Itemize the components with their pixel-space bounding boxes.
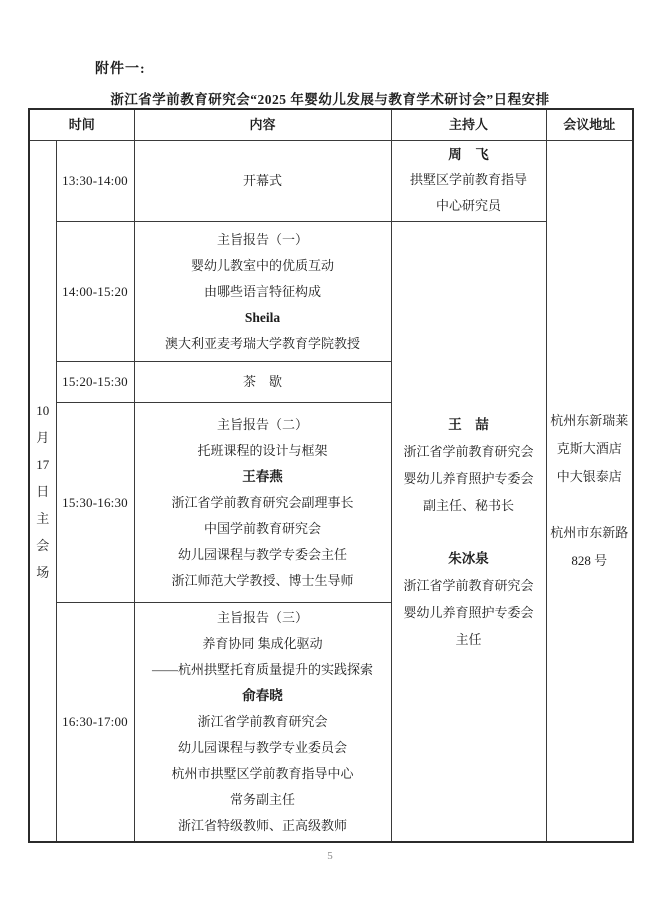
time-cell: 14:00-15:20 [56, 222, 134, 362]
content-line: 主旨报告（一） [217, 231, 309, 247]
content-line: 主旨报告（二） [217, 416, 309, 432]
host-title-line: 拱墅区学前教育指导 [410, 172, 528, 187]
table-header-row [29, 109, 633, 141]
host-cell-merged [391, 222, 546, 843]
col-header-venue: 会议地址 [546, 109, 633, 141]
venue-cell [546, 141, 633, 843]
venue-line: 杭州东新瑞莱 [550, 413, 629, 428]
date-char: 17 [36, 456, 50, 472]
content-line: 幼儿园课程与教学专委会主任 [178, 546, 348, 562]
content-cell [134, 403, 391, 603]
time-cell: 16:30-17:00 [56, 603, 134, 843]
date-char: 会 [36, 537, 50, 553]
content-line: 养育协同 集成化驱动 [202, 636, 323, 651]
speaker-name: 俞春晓 [242, 688, 283, 703]
speaker-name: 王春燕 [242, 468, 283, 484]
time-cell: 15:20-15:30 [56, 362, 134, 403]
page-number: 5 [327, 850, 333, 862]
content-line: 主旨报告（三） [217, 610, 309, 625]
content-line: 托班课程的设计与框架 [197, 442, 328, 458]
content-line: 浙江省特级教师、正高级教师 [178, 818, 348, 833]
venue-line: 克斯大酒店 [556, 441, 622, 456]
content-line: 开幕式 [243, 173, 283, 188]
content-line: 浙江省学前教育研究会 [197, 714, 328, 729]
content-cell [134, 141, 391, 222]
attachment-label: 附件一: [95, 62, 146, 77]
date-char: 场 [36, 564, 50, 580]
venue-line: 828 号 [571, 553, 608, 568]
table-row [29, 141, 633, 222]
document-title: 浙江省学前教育研究会“2025 年婴幼儿发展与教育学术研讨会”日程安排 [110, 92, 550, 107]
venue-hotel [550, 407, 630, 491]
venue-line: 杭州市东新路 [550, 525, 629, 540]
content-line: 茶 歇 [243, 374, 283, 389]
content-line: 浙江师范大学教授、博士生导师 [171, 572, 354, 588]
host-name: 朱冰泉 [448, 550, 489, 566]
host-title-line: 浙江省学前教育研究会 [403, 443, 534, 459]
content-cell [134, 603, 391, 843]
content-cell [134, 222, 391, 362]
host-title-line: 婴幼儿养育照护专委会 [403, 470, 534, 486]
schedule-table [28, 108, 634, 843]
content-line: 澳大利亚麦考瑞大学教育学院教授 [165, 335, 361, 351]
content-line: 浙江省学前教育研究会副理事长 [171, 494, 354, 510]
speaker-name: Sheila [244, 309, 281, 325]
session-date-cell [29, 141, 56, 843]
date-char: 日 [36, 483, 50, 499]
host-title-line: 婴幼儿养育照护专委会 [403, 604, 534, 620]
host-block [395, 411, 543, 519]
host-block [395, 545, 543, 653]
venue-address [550, 519, 630, 575]
host-title-line: 中心研究员 [436, 198, 502, 213]
content-line: ——杭州拱墅托育质量提升的实践探索 [152, 662, 374, 677]
content-line: 由哪些语言特征构成 [204, 283, 322, 299]
content-line: 常务副主任 [230, 792, 296, 807]
col-header-content: 内容 [134, 109, 391, 141]
time-cell: 13:30-14:00 [56, 141, 134, 222]
col-header-time: 时间 [29, 109, 134, 141]
host-name: 王 喆 [448, 416, 489, 432]
host-title-line: 浙江省学前教育研究会 [403, 577, 534, 593]
content-cell [134, 362, 391, 403]
date-char: 月 [36, 429, 50, 445]
venue-line: 中大银泰店 [556, 469, 622, 484]
table-row [29, 222, 633, 362]
content-line: 婴幼儿教室中的优质互动 [191, 257, 335, 273]
date-char: 10 [36, 402, 50, 418]
time-cell: 15:30-16:30 [56, 403, 134, 603]
host-cell [391, 141, 546, 222]
col-header-host: 主持人 [391, 109, 546, 141]
content-line: 中国学前教育研究会 [204, 520, 322, 536]
host-title-line: 副主任、秘书长 [423, 497, 515, 513]
content-line: 幼儿园课程与教学专业委员会 [178, 740, 348, 755]
date-char: 主 [36, 510, 50, 526]
host-title-line: 主任 [455, 631, 482, 647]
content-line: 杭州市拱墅区学前教育指导中心 [171, 766, 354, 781]
host-name: 周 飞 [448, 147, 489, 162]
